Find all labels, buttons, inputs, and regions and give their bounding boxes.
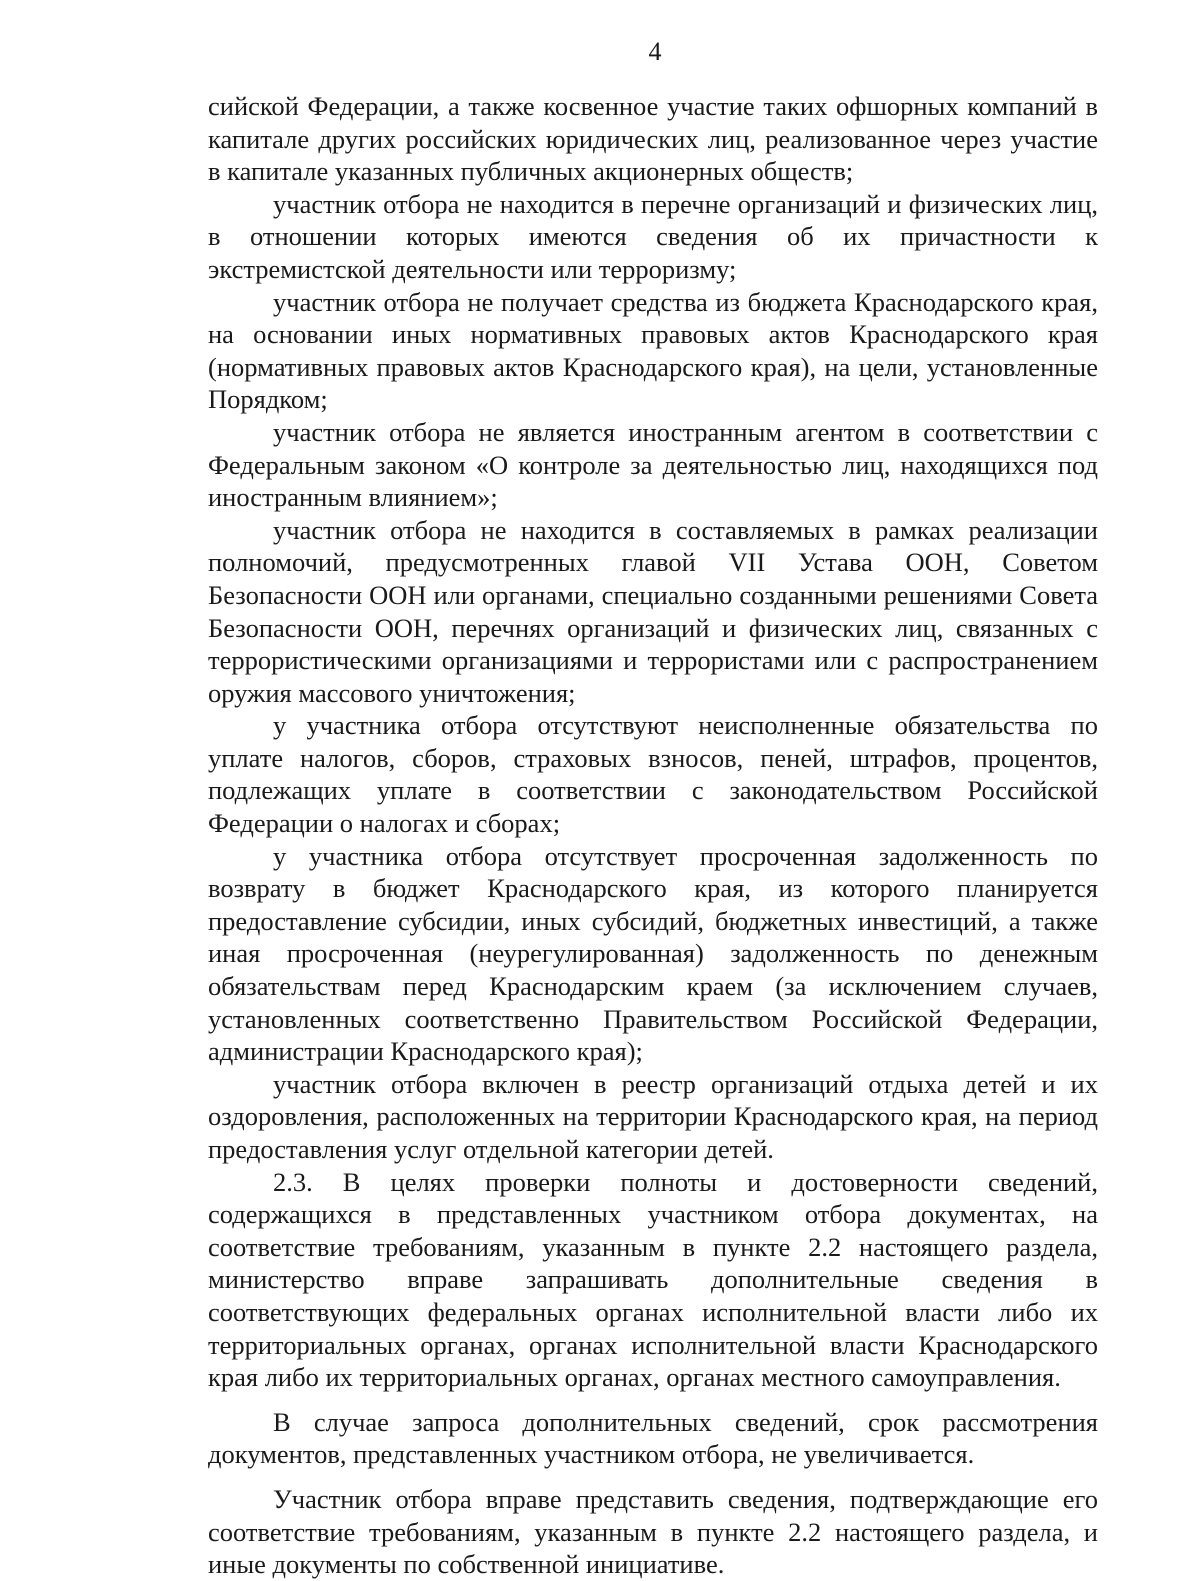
paragraph-6: у участника отбора отсутствуют неисполненные обязательства по уплате налогов, сборов, страховых взносов, пеней, штрафов, процентов, подлежащих уплате в соответствии с законодательством Российской Федерации о налогах и сборах;: [208, 710, 1098, 839]
paragraph-10: В случае запроса дополнительных сведений, срок рассмотрения документов, представленных участником отбора, не увеличивается.: [208, 1406, 1098, 1470]
paragraph-9: 2.3. В целях проверки полноты и достоверности сведений, содержащихся в представленных участником отбора документах, на соответствие требованиям, указанным в пункте 2.2 настоящего раздела, министерство вправе запрашивать дополнительные сведения в соответствующих федеральных органах исполнительной власти либо их территориальных органах, органах исполнительной власти Краснодарского края либо их территориальных органах, органах местного самоуправления.: [208, 1166, 1098, 1393]
document-body: [208, 90, 1098, 1581]
paragraph-8: участник отбора включен в реестр организаций отдыха детей и их оздоровления, расположенных на территории Краснодарского края, на период предоставления услуг отдельной категории детей.: [208, 1068, 1098, 1164]
paragraph-3: участник отбора не получает средства из бюджета Краснодарского края, на основании иных нормативных правовых актов Краснодарского края (нормативных правовых актов Краснодарского края), на цели, установленные Порядком;: [208, 286, 1098, 415]
paragraph-11: Участник отбора вправе представить сведения, подтверждающие его соответствие требованиям, указанным в пункте 2.2 настоящего раздела, и иные документы по собственной инициативе.: [208, 1483, 1098, 1580]
paragraph-2: участник отбора не находится в перечне организаций и физических лиц, в отношении которых имеются сведения об их причастности к экстремистской деятельности или терроризму;: [208, 188, 1098, 284]
paragraph-4: участник отбора не является иностранным агентом в соответствии с Федеральным законом «О контроле за деятельностью лиц, находящихся под иностранным влиянием»;: [208, 416, 1098, 513]
paragraph-7: у участника отбора отсутствует просроченная задолженность по возврату в бюджет Краснодарского края, из которого планируется предоставление субсидии, иных субсидий, бюджетных инвестиций, а также иная просроченная (неурегулированная) задолженность по денежным обязательствам перед Краснодарским краем (за исключением случаев, установленных соответственно Правительством Российской Федерации, администрации Краснодарского края);: [208, 840, 1098, 1067]
paragraph-1: сийской Федерации, а также косвенное участие таких офшорных компаний в капитале других российских юридических лиц, реализованное через участие в капитале указанных публичных акционерных обществ;: [208, 91, 1098, 187]
paragraph-5: участник отбора не находится в составляемых в рамках реализации полномочий, предусмотренных главой VII Устава ООН, Советом Безопасности ООН или органами, специально созданными решениями Совета Безопасности ООН, перечнях организаций и физических лиц, связанных с террористическими организациями и террористами или с распространением оружия массового уничтожения;: [208, 514, 1098, 708]
page-number: 4: [648, 37, 662, 66]
